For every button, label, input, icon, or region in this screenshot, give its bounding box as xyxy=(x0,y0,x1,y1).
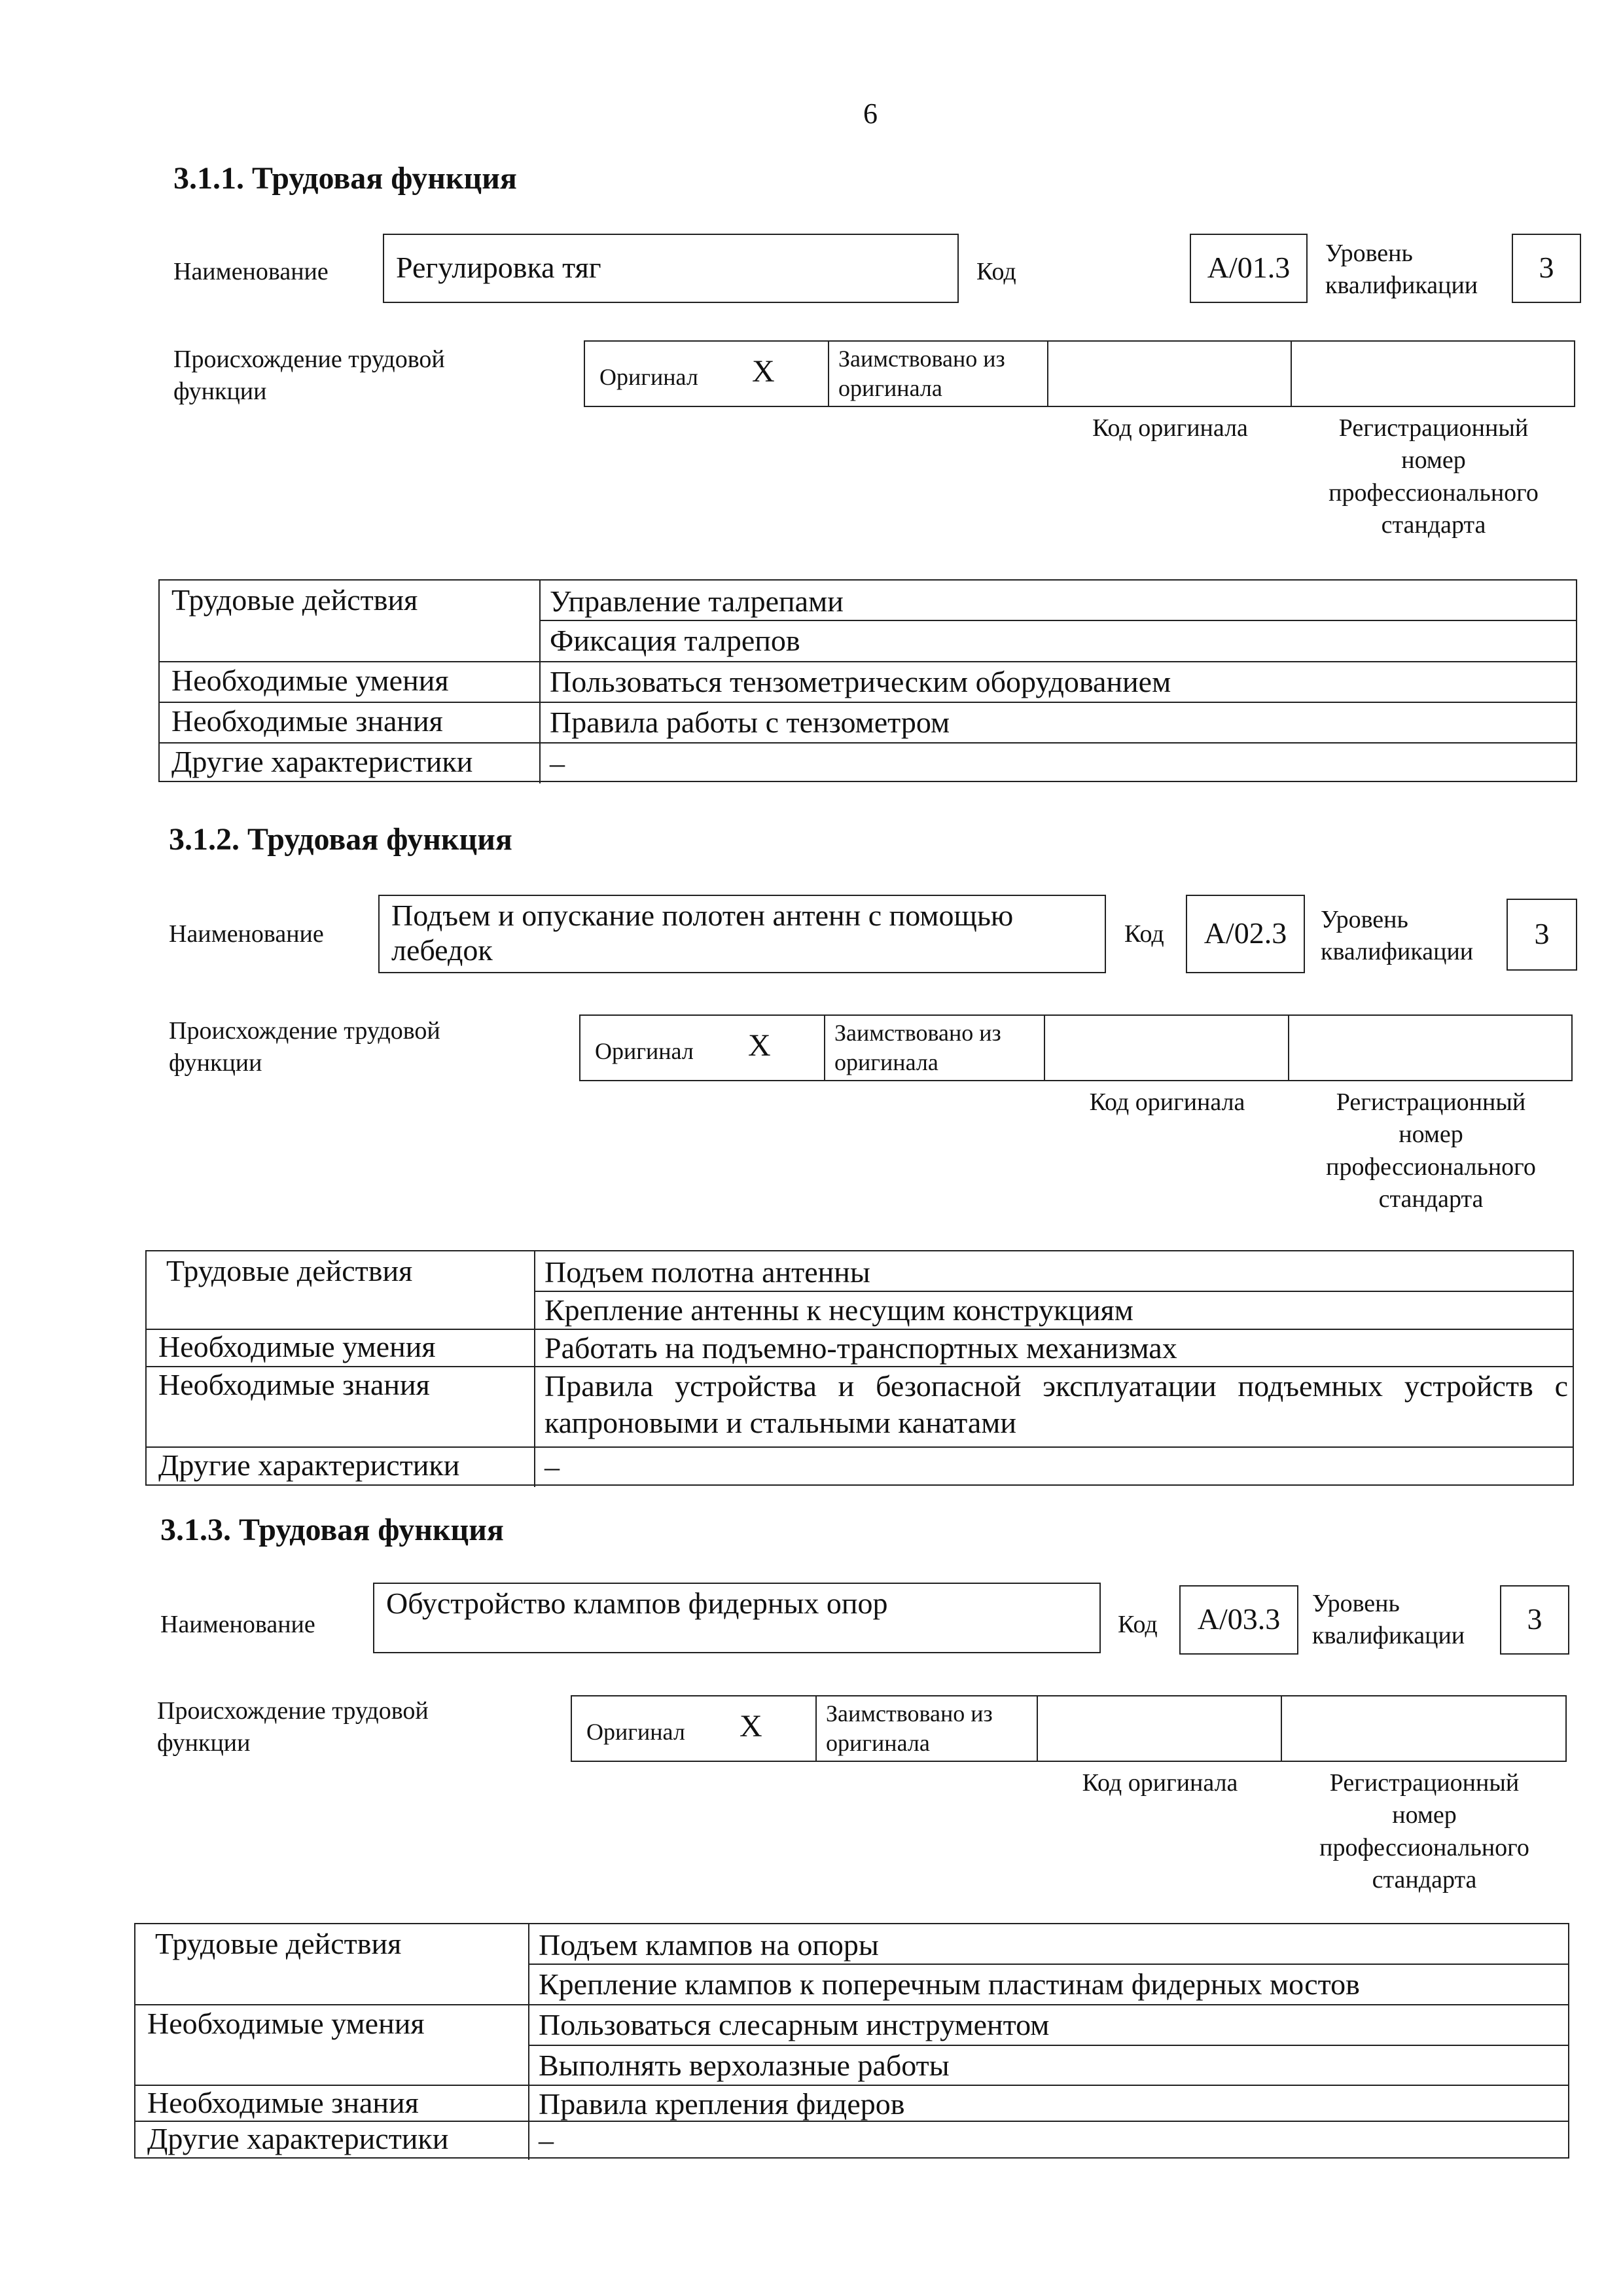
reg-caption-line-2: номер xyxy=(1401,446,1466,475)
code-value: A/03.3 xyxy=(1197,1602,1281,1636)
name-field xyxy=(383,234,959,303)
row-value-skills-1: Пользоваться тензометрическим оборудованием xyxy=(550,665,1171,698)
row-value-skills-1: Пользоваться слесарным инструментом xyxy=(539,2008,1050,2041)
name-label: Наименование xyxy=(169,920,324,948)
code-original-cell xyxy=(1048,340,1292,407)
reg-caption-line-2: номер xyxy=(1392,1801,1457,1829)
name-value: Регулировка тяг xyxy=(396,251,601,284)
code-field xyxy=(1179,1585,1298,1655)
level-label xyxy=(1325,238,1478,302)
name-field xyxy=(373,1583,1101,1653)
original-label: Оригинал xyxy=(586,1719,685,1745)
reg-caption-line-4: стандарта xyxy=(1378,1185,1484,1213)
origin-label-line-2: функции xyxy=(173,378,267,406)
reg-caption-line-2: номер xyxy=(1399,1121,1463,1149)
row-value-actions-1: Подъем полотна антенны xyxy=(544,1255,870,1289)
original-mark: X xyxy=(740,1709,762,1744)
reg-caption-line-3: профессионального xyxy=(1326,1153,1536,1181)
row-value-actions-1: Подъем клампов на опоры xyxy=(539,1928,879,1962)
level-label xyxy=(1312,1588,1465,1653)
level-label-line-2: квалификации xyxy=(1321,938,1474,966)
level-label-line-2: квалификации xyxy=(1312,1622,1465,1650)
borrowed-label-line-2: оригинала xyxy=(826,1730,930,1756)
row-label-skills: Необходимые умения xyxy=(158,1330,436,1363)
row-label-other: Другие характеристики xyxy=(147,2122,449,2155)
reg-caption-line-3: профессионального xyxy=(1319,1833,1529,1861)
level-field xyxy=(1500,1585,1569,1655)
original-cell xyxy=(584,340,829,407)
code-value: A/01.3 xyxy=(1207,251,1291,284)
page-number: 6 xyxy=(863,98,878,130)
origin-label xyxy=(169,1015,440,1080)
row-value-knowledge-1: Правила устройства и безопасной эксплуатации подъемных устройств с капроновыми и стальными канатами xyxy=(544,1369,1568,1440)
original-label: Оригинал xyxy=(599,364,698,390)
row-value-skills-1: Работать на подъемно-транспортных механизмах xyxy=(544,1331,1177,1365)
row-value-actions-1: Управление талрепами xyxy=(550,584,844,618)
reg-number-caption xyxy=(1292,412,1575,542)
row-value-knowledge-1: Правила работы с тензометром xyxy=(550,706,950,739)
name-label: Наименование xyxy=(173,258,329,285)
original-mark: X xyxy=(752,354,775,389)
borrowed-label-line-1: Заимствовано из xyxy=(838,346,1005,372)
row-label-knowledge: Необходимые знания xyxy=(158,1368,430,1401)
name-field xyxy=(378,895,1106,973)
row-label-knowledge: Необходимые знания xyxy=(147,2086,419,2119)
row-label-other: Другие характеристики xyxy=(158,1448,460,1482)
level-value: 3 xyxy=(1534,917,1550,950)
characteristics-table xyxy=(134,1923,1569,2159)
code-field xyxy=(1186,895,1305,973)
code-label: Код xyxy=(1124,920,1164,948)
section-title: 3.1.2. Трудовая функция xyxy=(169,822,512,857)
row-label-actions: Трудовые действия xyxy=(166,1254,413,1287)
section-title: 3.1.1. Трудовая функция xyxy=(173,161,517,196)
level-field xyxy=(1512,234,1581,303)
reg-caption-line-4: стандарта xyxy=(1381,511,1486,539)
reg-caption-line-1: Регистрационный xyxy=(1336,1088,1526,1116)
code-label: Код xyxy=(1118,1611,1158,1638)
name-value: Обустройство клампов фидерных опор xyxy=(386,1587,888,1620)
origin-label-line-1: Происхождение трудовой xyxy=(173,346,445,373)
reg-number-caption xyxy=(1282,1767,1567,1897)
row-value-other-1: – xyxy=(550,746,565,780)
row-value-actions-2: Крепление клампов к поперечным пластинам фидерных мостов xyxy=(539,1967,1360,2001)
row-value-other-1: – xyxy=(539,2123,554,2157)
row-value-skills-2: Выполнять верхолазные работы xyxy=(539,2049,950,2082)
origin-table xyxy=(579,1014,1573,1081)
code-label: Код xyxy=(976,258,1016,285)
code-original-cell xyxy=(1045,1014,1289,1081)
origin-label-line-1: Происхождение трудовой xyxy=(169,1017,440,1045)
code-value: A/02.3 xyxy=(1204,916,1287,950)
row-label-skills: Необходимые умения xyxy=(147,2007,425,2040)
origin-label-line-2: функции xyxy=(157,1729,251,1757)
code-original-caption: Код оригинала xyxy=(1092,414,1248,442)
code-field xyxy=(1190,234,1308,303)
reg-caption-line-1: Регистрационный xyxy=(1329,1769,1520,1797)
borrowed-label-line-2: оригинала xyxy=(834,1049,938,1075)
row-value-actions-2: Крепление антенны к несущим конструкциям xyxy=(544,1293,1133,1327)
original-cell xyxy=(579,1014,825,1081)
origin-label xyxy=(173,344,445,408)
borrowed-cell xyxy=(825,1014,1045,1081)
level-label-line-1: Уровень xyxy=(1321,906,1408,933)
borrowed-label xyxy=(826,1699,993,1758)
origin-table xyxy=(571,1695,1567,1762)
reg-caption-line-3: профессионального xyxy=(1329,478,1539,507)
borrowed-cell xyxy=(829,340,1048,407)
level-label-line-1: Уровень xyxy=(1312,1590,1400,1617)
original-cell xyxy=(571,1695,817,1762)
code-original-caption: Код оригинала xyxy=(1089,1088,1245,1116)
row-label-actions: Трудовые действия xyxy=(155,1927,402,1960)
level-field xyxy=(1507,899,1577,971)
borrowed-label-line-1: Заимствовано из xyxy=(834,1020,1001,1046)
borrowed-cell xyxy=(817,1695,1038,1762)
origin-table xyxy=(584,340,1575,407)
row-label-skills: Необходимые умения xyxy=(171,664,449,697)
row-value-knowledge-1: Правила крепления фидеров xyxy=(539,2087,905,2121)
level-label xyxy=(1321,904,1473,969)
borrowed-label xyxy=(838,344,1005,403)
section-title: 3.1.3. Трудовая функция xyxy=(160,1513,504,1547)
row-label-knowledge: Необходимые знания xyxy=(171,704,443,738)
origin-label-line-2: функции xyxy=(169,1049,262,1077)
characteristics-table xyxy=(158,579,1577,782)
borrowed-label xyxy=(834,1018,1001,1077)
original-mark: X xyxy=(748,1028,771,1063)
borrowed-label-line-1: Заимствовано из xyxy=(826,1700,993,1727)
reg-number-caption xyxy=(1289,1086,1573,1216)
reg-number-cell xyxy=(1292,340,1575,407)
level-label-line-2: квалификации xyxy=(1325,272,1478,300)
reg-caption-line-4: стандарта xyxy=(1372,1866,1477,1894)
original-label: Оригинал xyxy=(595,1038,694,1064)
code-original-cell xyxy=(1038,1695,1282,1762)
reg-caption-line-1: Регистрационный xyxy=(1338,414,1529,442)
row-value-actions-2: Фиксация талрепов xyxy=(550,624,800,657)
row-label-other: Другие характеристики xyxy=(171,745,473,778)
origin-label xyxy=(157,1695,429,1760)
characteristics-table xyxy=(145,1250,1574,1486)
borrowed-label-line-2: оригинала xyxy=(838,375,942,401)
code-original-caption: Код оригинала xyxy=(1082,1769,1238,1797)
reg-number-cell xyxy=(1289,1014,1573,1081)
level-value: 3 xyxy=(1539,251,1554,284)
origin-label-line-1: Происхождение трудовой xyxy=(157,1697,429,1725)
row-label-actions: Трудовые действия xyxy=(171,583,418,617)
level-label-line-1: Уровень xyxy=(1325,240,1413,267)
name-value: Подъем и опускание полотен антенн с помощью лебедок xyxy=(391,899,1014,967)
reg-number-cell xyxy=(1282,1695,1567,1762)
name-label: Наименование xyxy=(160,1611,315,1638)
level-value: 3 xyxy=(1527,1602,1543,1636)
row-value-other-1: – xyxy=(544,1450,560,1483)
